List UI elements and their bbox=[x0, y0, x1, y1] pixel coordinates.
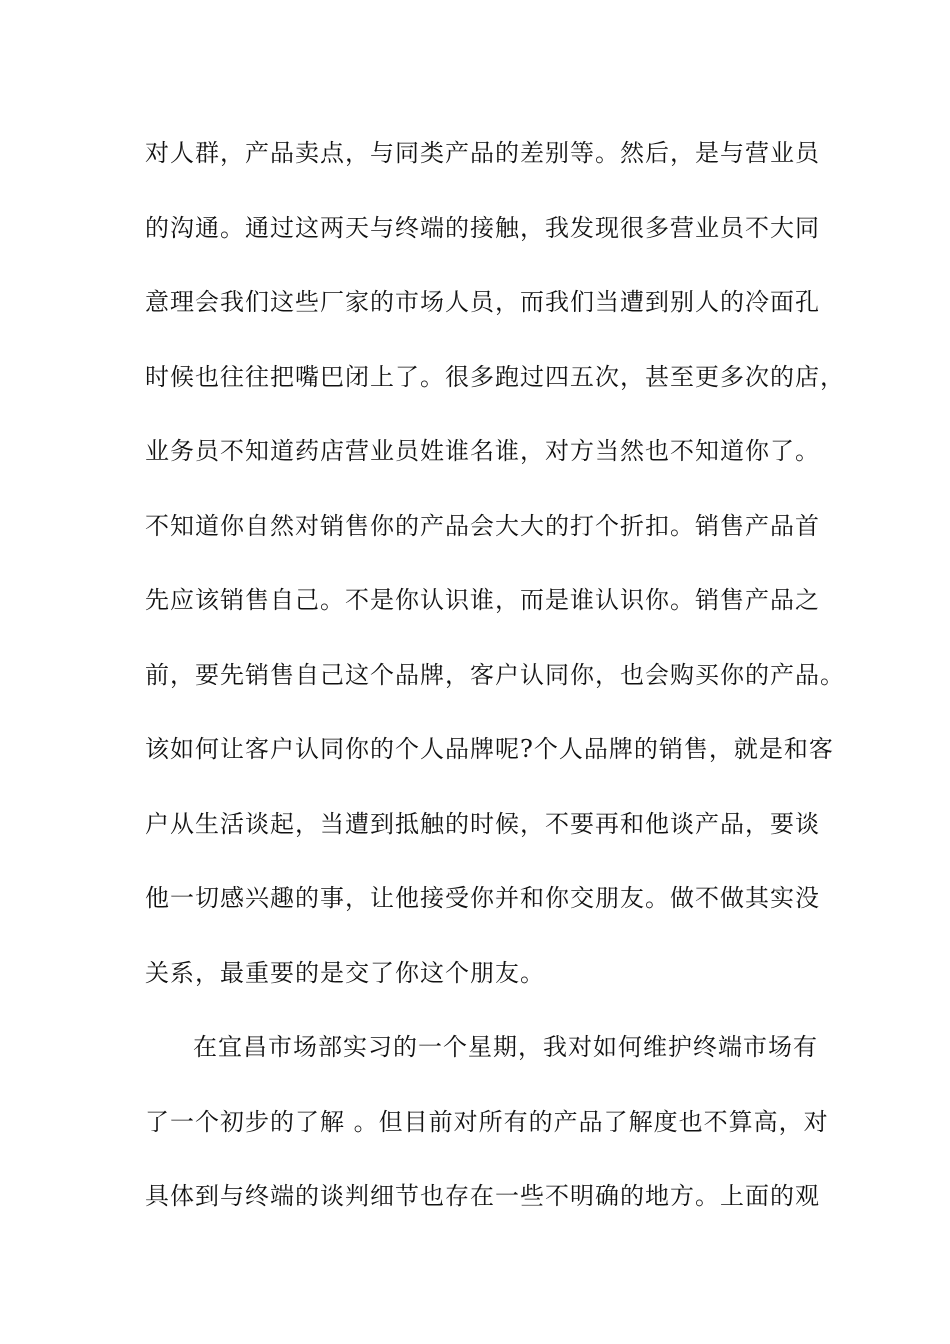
text-line: 该如何让客户认同你的个人品牌呢?个人品牌的销售，就是和客 bbox=[145, 735, 834, 763]
text-line: 户从生活谈起，当遭到抵触的时候，不要再和他谈产品，要谈 bbox=[145, 809, 820, 838]
text-line: 意理会我们这些厂家的市场人员，而我们当遭到别人的冷面孔 bbox=[145, 288, 820, 316]
text-line: 先应该销售自己。不是你认识谁，而是谁认识你。销售产品之 bbox=[145, 586, 820, 614]
text-line: 了一个初步的了解 。但目前对所有的产品了解度也不算高，对 bbox=[145, 1107, 829, 1136]
text-line: 业务员不知道药店营业员姓谁名谁，对方当然也不知道你了。 bbox=[145, 437, 820, 465]
text-line: 具体到与终端的谈判细节也存在一些不明确的地方。上面的观 bbox=[145, 1182, 820, 1210]
text-line: 对人群，产品卖点，与同类产品的差别等。然后，是与营业员 bbox=[145, 139, 820, 167]
text-line: 时候也往往把嘴巴闭上了。很多跑过四五次，甚至更多次的店， bbox=[145, 362, 845, 391]
text-line: 不知道你自然对销售你的产品会大大的打个折扣。销售产品首 bbox=[145, 511, 820, 540]
text-line: 关系，最重要的是交了你这个朋友。 bbox=[145, 958, 545, 987]
body-text bbox=[145, 130, 845, 1248]
text-line: 的沟通。通过这两天与终端的接触，我发现很多营业员不大同 bbox=[145, 213, 820, 242]
paragraph-first-line: 在宜昌市场部实习的一个星期，我对如何维护终端市场有 bbox=[193, 1033, 818, 1061]
text-line: 前，要先销售自己这个品牌，客户认同你，也会购买你的产品。 bbox=[145, 660, 845, 689]
text-line: 他一切感兴趣的事，让他接受你并和你交朋友。做不做其实没 bbox=[145, 884, 820, 912]
